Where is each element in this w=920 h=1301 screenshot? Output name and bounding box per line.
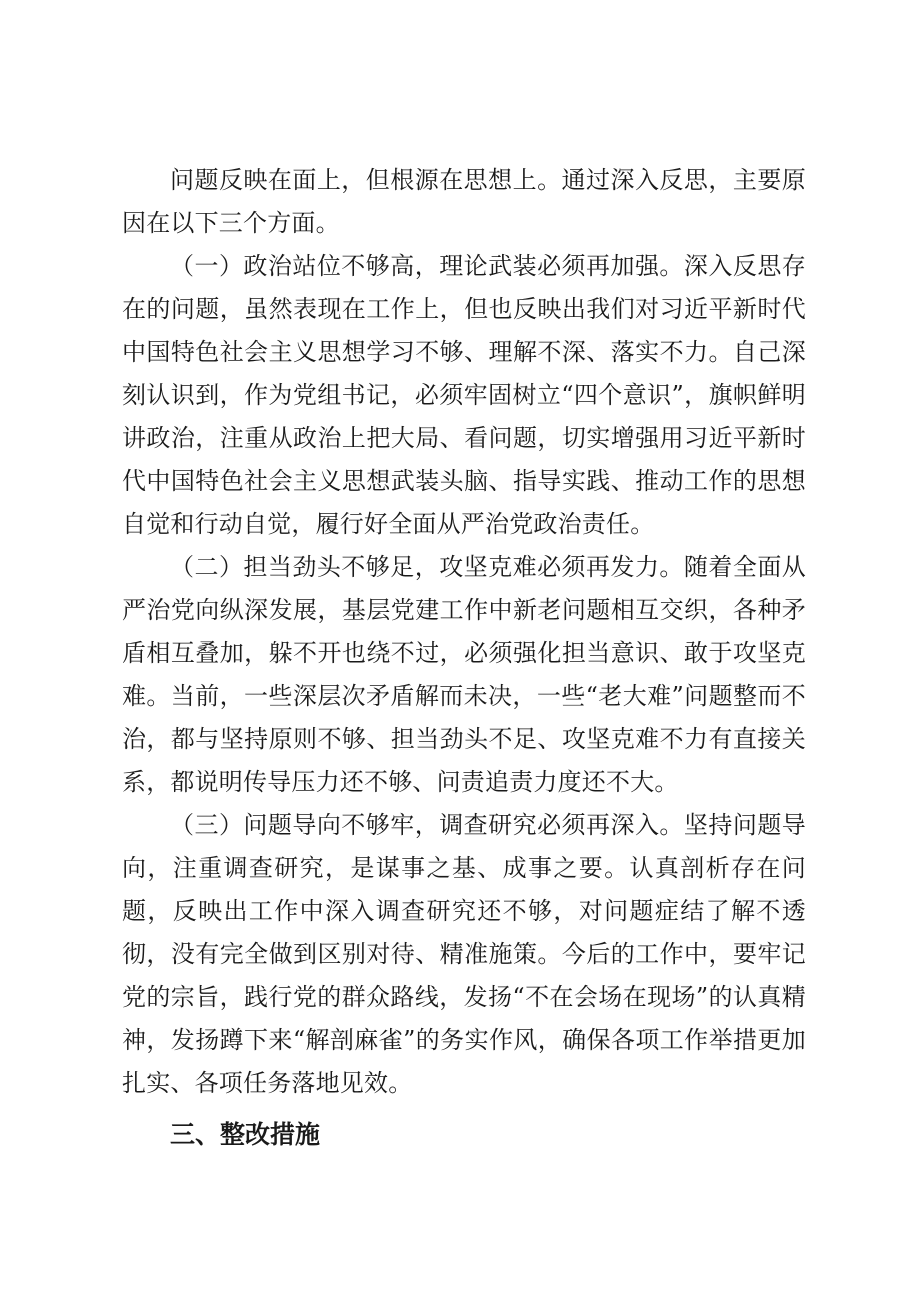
document-body [122, 159, 806, 1159]
paragraph-reason-2: （二）担当劲头不够足，攻坚克难必须再发力。随着全面从严治党向纵深发展，基层党建工作中新老问题相互交织，各种矛盾相互叠加，躲不开也绕不过，必须强化担当意识、敢于攻坚克难。当前，一些深层次矛盾解而未决，一些“老大难”问题整而不治，都与坚持原则不够、担当劲头不足、攻坚克难不力有直接关系，都说明传导压力还不够、问责追责力度还不大。 [122, 553, 806, 796]
paragraph-reason-3: （三）问题导向不够牢，调查研究必须再深入。坚持问题导向，注重调查研究，是谋事之基、成事之要。认真剖析存在问题，反映出工作中深入调查研究还不够，对问题症结了解不透彻，没有完全做到区别对待、精准施策。今后的工作中，要牢记党的宗旨，践行党的群众路线，发扬“不在会场在现场”的认真精神，发扬蹲下来“解剖麻雀”的务实作风，确保各项工作举措更加扎实、各项任务落地见效。 [122, 811, 806, 1097]
section-heading: 三、整改措施 [170, 1120, 321, 1149]
paragraph-reason-1: （一）政治站位不够高，理论武装必须再加强。深入反思存在的问题，虽然表现在工作上，但也反映出我们对习近平新时代中国特色社会主义思想学习不够、理解不深、落实不力。自己深刻认识到，作为党组书记，必须牢固树立“四个意识”，旗帜鲜明讲政治，注重从政治上把大局、看问题，切实增强用习近平新时代中国特色社会主义思想武装头脑、指导实践、推动工作的思想自觉和行动自觉，履行好全面从严治党政治责任。 [122, 252, 806, 538]
paragraph-intro: 问题反映在面上，但根源在思想上。通过深入反思，主要原因在以下三个方面。 [122, 166, 806, 237]
